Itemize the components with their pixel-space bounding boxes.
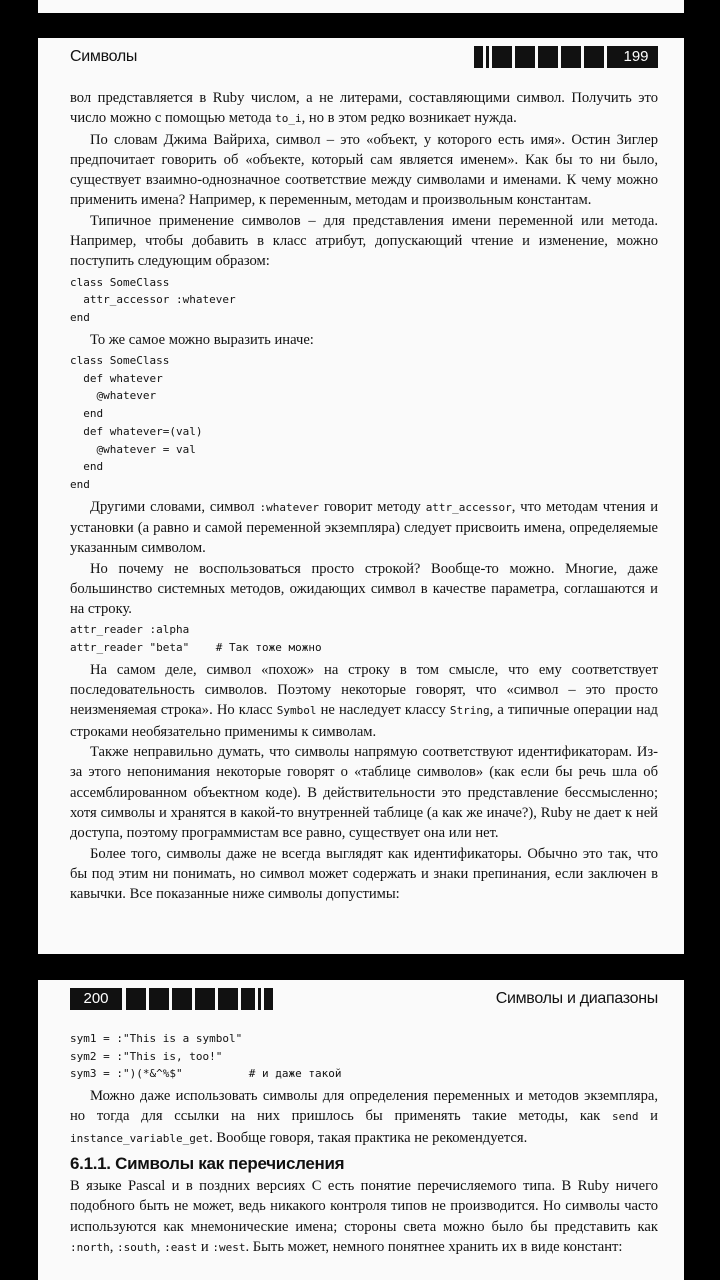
paragraph <box>70 130 658 211</box>
header-decoration-bars <box>474 46 624 68</box>
text-run: говорит методу <box>319 498 426 515</box>
inline-code: instance_variable_get <box>70 1131 210 1145</box>
text-run: На самом деле, символ «похож» на строку в том смысле, что ему соответствует последовательность символов. Поэтому некоторые говорят, что «символ – это просто неизменяемая строка». Но класс <box>70 661 658 719</box>
paragraph <box>70 742 658 843</box>
text-run: По словам Джима Вайриха, символ – это «объект, у которого есть имя». Остин Зиглер предпочитает говорить об «объекте, который сам является именем». Как бы то ни было, существует взаимно-однозначное соответствие между символами и именами. К чему можно применить имена? Например, к переменным, методам и произвольным константам. <box>70 131 658 209</box>
paragraph <box>70 211 658 272</box>
code-listing: attr_reader :alpha attr_reader "beta" # Так тоже можно <box>70 623 322 655</box>
paragraph <box>70 660 658 742</box>
paragraph <box>70 88 658 130</box>
previous-page-edge <box>38 0 684 13</box>
text-run: вол представляется в Ruby числом, а не литерами, составляющими символ. Получить это число можно с помощью метода <box>70 90 658 127</box>
text-run: Можно даже использовать символы для определения переменных и методов экземпляра, но тогда для ссылки на них пришлось бы применять такие методы, как <box>70 1088 658 1125</box>
page-header <box>70 988 658 1010</box>
text-run: и <box>638 1108 658 1125</box>
text-run: Другими словами, символ <box>90 498 260 515</box>
code-listing: class SomeClass def whatever @whatever end def whatever=(val) @whatever = val end end <box>70 354 203 491</box>
text-run: . Быть может, немного понятнее хранить их в виде констант: <box>245 1238 623 1255</box>
section-heading: 6.1.1. Символы как перечисления <box>70 1154 345 1173</box>
text-run: , что методам чтения и установки (а равно и самой переменной экземпляра) следует присвоить имена, определяемые указанным символом. <box>70 498 658 557</box>
inline-code: :south <box>117 1240 157 1254</box>
text-run: В языке Pascal и в поздних версиях C есть понятие перечисляемого типа. В Ruby ничего подобного быть не может, ведь никакого контроля типов не производится. Но символы часто используются как мнемонические имена; стороны света можно было бы представить как <box>70 1178 658 1235</box>
code-listing: class SomeClass attr_accessor :whatever end <box>70 275 236 325</box>
running-head-chapter: Символы и диапазоны <box>495 990 658 1007</box>
inline-code: :east <box>164 1240 198 1254</box>
paragraph <box>70 1086 658 1149</box>
page-number: 199 <box>614 46 658 68</box>
book-page-200 <box>38 980 684 1280</box>
book-page-199 <box>38 38 684 954</box>
text-run: , а типичные операции над строками необязательно применимы к символам. <box>70 702 658 740</box>
text-run: не наследует классу <box>316 702 450 719</box>
text-run: . Вообще говоря, такая практика не рекомендуется. <box>209 1129 528 1146</box>
inline-code: :whatever <box>259 500 320 514</box>
text-run: Более того, символы даже не всегда выглядят как идентификаторы. Обычно это так, что бы под этим ни понимать, но символ может содержать и знаки препинания, если заключен в кавычки. Все показанные ниже символы допустимы: <box>70 845 658 903</box>
paragraph <box>70 1176 658 1258</box>
text-run: Типичное применение символов – для представления имени переменной или метода. Например, чтобы добавить в класс атрибут, допускающий чтение и изменение, можно поступить следующим образом: <box>70 212 658 270</box>
text-run: Также неправильно думать, что символы напрямую соответствуют идентификаторам. Из-за этого непонимания некоторые говорят о «таблице символов» (как если бы речь шла об ассемблированном объектном коде). В действительности это представление бессмысленно; хотя символы и хранятся в какой-то внутренней таблице (а как же иначе?), Ruby не дает к ней доступа, поэтому программистам все равно, существует она или нет. <box>70 744 658 842</box>
paragraph <box>70 559 658 620</box>
page-body-text <box>70 88 658 904</box>
text-run: То же самое можно выразить иначе: <box>90 331 314 348</box>
text-run: Но почему не воспользоваться просто строкой? Вообще-то можно. Многие, даже большинство системных методов, ожидающих символ в качестве параметра, соглашаются и на строку. <box>70 560 658 618</box>
text-run: , <box>109 1238 118 1255</box>
inline-code: attr_accessor <box>425 500 512 514</box>
page-number: 200 <box>70 988 122 1010</box>
page-body-text <box>70 1028 658 1258</box>
paragraph <box>70 844 658 905</box>
inline-code: to_i <box>275 112 302 126</box>
inline-code: send <box>611 1110 639 1124</box>
running-head-chapter: Символы <box>70 48 138 65</box>
inline-code: String <box>449 704 490 718</box>
inline-code: Symbol <box>276 704 317 718</box>
text-run: , но в этом редко возникает нужда. <box>301 110 517 127</box>
header-decoration-bars <box>126 988 276 1010</box>
paragraph <box>70 497 658 559</box>
text-run: , <box>156 1238 165 1255</box>
text-run: и <box>197 1238 213 1255</box>
paragraph <box>70 330 658 350</box>
inline-code: :north <box>70 1240 110 1254</box>
inline-code: :west <box>212 1240 246 1254</box>
code-listing: sym1 = :"This is a symbol" sym2 = :"This is, too!" sym3 = :")(*&^%$" # и даже такой <box>70 1032 342 1081</box>
page-header <box>70 46 658 68</box>
